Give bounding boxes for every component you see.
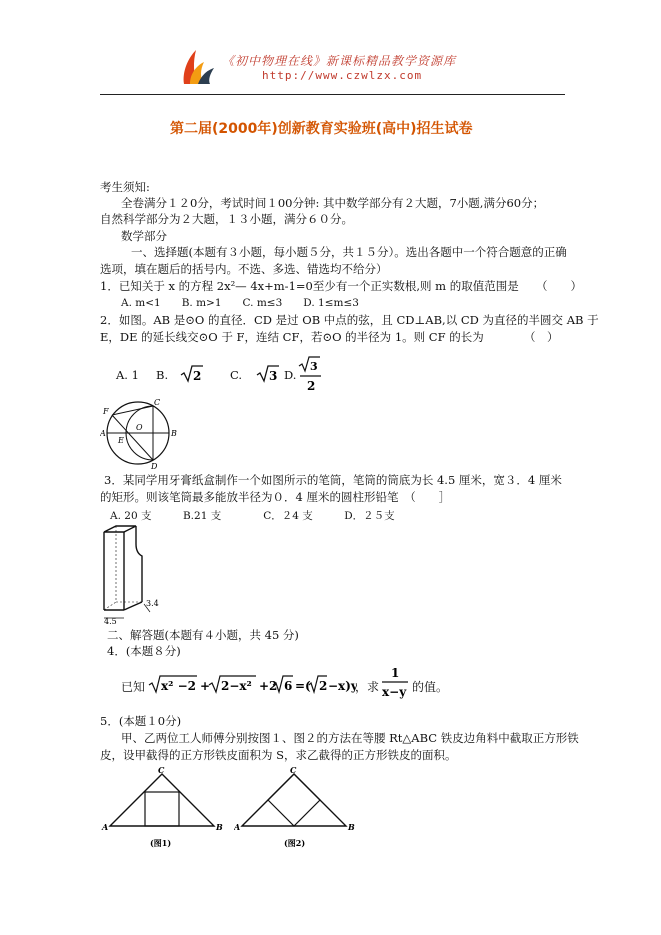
question-5-line-2: 皮，设甲截得的正方形铁皮面积为 S，求乙截得的正方形铁皮的面积。 xyxy=(100,748,457,762)
svg-text:3: 3 xyxy=(310,360,318,373)
pen-holder-figure xyxy=(100,524,170,624)
section1-intro-2: 选项，填在题后的括号内。不选、多选、错选均不给分） xyxy=(100,262,388,276)
svg-text:+2: +2 xyxy=(259,679,278,693)
q2-option-b: B. xyxy=(156,368,169,382)
svg-text:+: + xyxy=(200,679,211,693)
question-4-heading: 4．(本题８分) xyxy=(107,644,181,658)
circle-label-o: O xyxy=(136,423,143,432)
svg-text:2: 2 xyxy=(193,369,202,383)
q2-option-c: C. xyxy=(230,368,243,382)
question-1-options: A. m<1 B. m>1 C. m≤3 D. 1≤m≤3 xyxy=(121,297,359,309)
svg-text:3: 3 xyxy=(269,369,278,383)
circle-label-c: C xyxy=(154,398,161,407)
circle-figure xyxy=(100,398,180,470)
banner-title: 《初中物理在线》新课标精品教学资源库 xyxy=(222,54,457,68)
math-part-heading: 数学部分 xyxy=(121,229,167,243)
q4-suffix: ，求 xyxy=(355,680,380,694)
notice-line-2: 自然科学部分为２大题，１３小题，满分６０分。 xyxy=(100,212,353,226)
svg-text:2: 2 xyxy=(319,679,328,693)
triangle-figure-2 xyxy=(234,764,364,854)
tri1-label-b: B xyxy=(216,822,223,832)
fig2-caption: (图2) xyxy=(284,838,306,848)
q2-option-a: A. 1 xyxy=(116,368,139,382)
box-dim-width: 3.4 xyxy=(146,599,159,608)
q4-end: 的值。 xyxy=(412,680,449,694)
question-3-options: A. 20 支 B.21 支 C．２4 支 D．２５支 xyxy=(110,510,395,522)
svg-text:1: 1 xyxy=(391,666,400,680)
sqrt3-over-2-glyph xyxy=(298,354,324,398)
notice-heading: 考生须知: xyxy=(100,180,150,194)
svg-text:x−y: x−y xyxy=(382,685,407,699)
circle-label-b: B xyxy=(171,429,177,438)
svg-text:2: 2 xyxy=(307,379,316,393)
q2-option-d: D. xyxy=(284,368,297,382)
circle-label-a: A xyxy=(100,429,106,438)
svg-text:x² −2: x² −2 xyxy=(161,679,196,693)
q4-equation xyxy=(147,670,357,702)
question-2-line-2: E，DE 的延长线交⊙O 于 F，连结 CF，若⊙O 的半径为 1。则 CF 的长为 （ ） xyxy=(100,330,559,344)
question-3-line-2: 的矩形。则该笔筒最多能放半径为０．4 厘米的圆柱形铅笔 （ ］ xyxy=(100,490,451,504)
tri1-label-c: C xyxy=(158,765,165,775)
site-logo xyxy=(176,44,216,90)
question-5-line-1: 甲、乙两位工人师傅分别按图１、图２的方法在等腰 Rt△ABC 铁皮边角料中截取正方形铁 xyxy=(121,731,579,745)
tri2-label-b: B xyxy=(348,822,355,832)
box-dim-length: 4.5 xyxy=(104,617,117,624)
sqrt3-glyph xyxy=(256,364,280,388)
tri2-label-a: A xyxy=(234,822,241,832)
q4-prefix: 已知 xyxy=(121,680,146,694)
question-5-heading: 5．(本题１0分) xyxy=(100,714,182,728)
notice-line-1: 全卷满分１２0分，考试时间１00分钟: 其中数学部分有２大题，7小题,满分60分； xyxy=(121,196,545,210)
triangle-figure-1 xyxy=(100,764,230,854)
banner-url[interactable]: http://www.czwlzx.com xyxy=(262,69,423,82)
question-2-line-1: 2．如图。AB 是⊙O 的直径．CD 是过 OB 中点的弦，且 CD⊥AB,以 CD 为直径的半圆交 AB 于 xyxy=(100,313,599,327)
tri2-label-c: C xyxy=(290,765,297,775)
circle-label-d: D xyxy=(151,462,158,470)
svg-text:−x)y: −x)y xyxy=(328,679,357,693)
section1-intro-1: 一、选择题(本题有３小题，每小题５分，共１５分）。选出各题中一个符合题意的正确 xyxy=(131,245,567,259)
circle-label-e: E xyxy=(118,436,124,445)
section2-intro: 二、解答题(本题有４小题，共 45 分) xyxy=(107,628,299,642)
circle-label-f: F xyxy=(103,407,109,416)
header-divider xyxy=(100,94,565,95)
svg-text:6: 6 xyxy=(284,679,293,693)
q4-fraction xyxy=(380,664,410,706)
tri1-label-a: A xyxy=(102,822,109,832)
question-1: 1．已知关于 x 的方程 2x²— 4x+m-1=0至少有一个正实数根,则 m 的取值范围是 （ ） xyxy=(100,279,582,293)
question-3-line-1: 3．某同学用牙膏纸盒制作一个如图所示的笔筒，笔筒的筒底为长 4.5 厘米，宽３．4 厘米 xyxy=(104,473,562,487)
sqrt2-glyph xyxy=(180,364,204,388)
svg-text:=(: =( xyxy=(295,679,311,693)
page-title: 第二届(2000年)创新教育实验班(高中)招生试卷 xyxy=(170,121,473,137)
fig1-caption: (图1) xyxy=(150,838,172,848)
svg-text:2−x²: 2−x² xyxy=(221,679,252,693)
